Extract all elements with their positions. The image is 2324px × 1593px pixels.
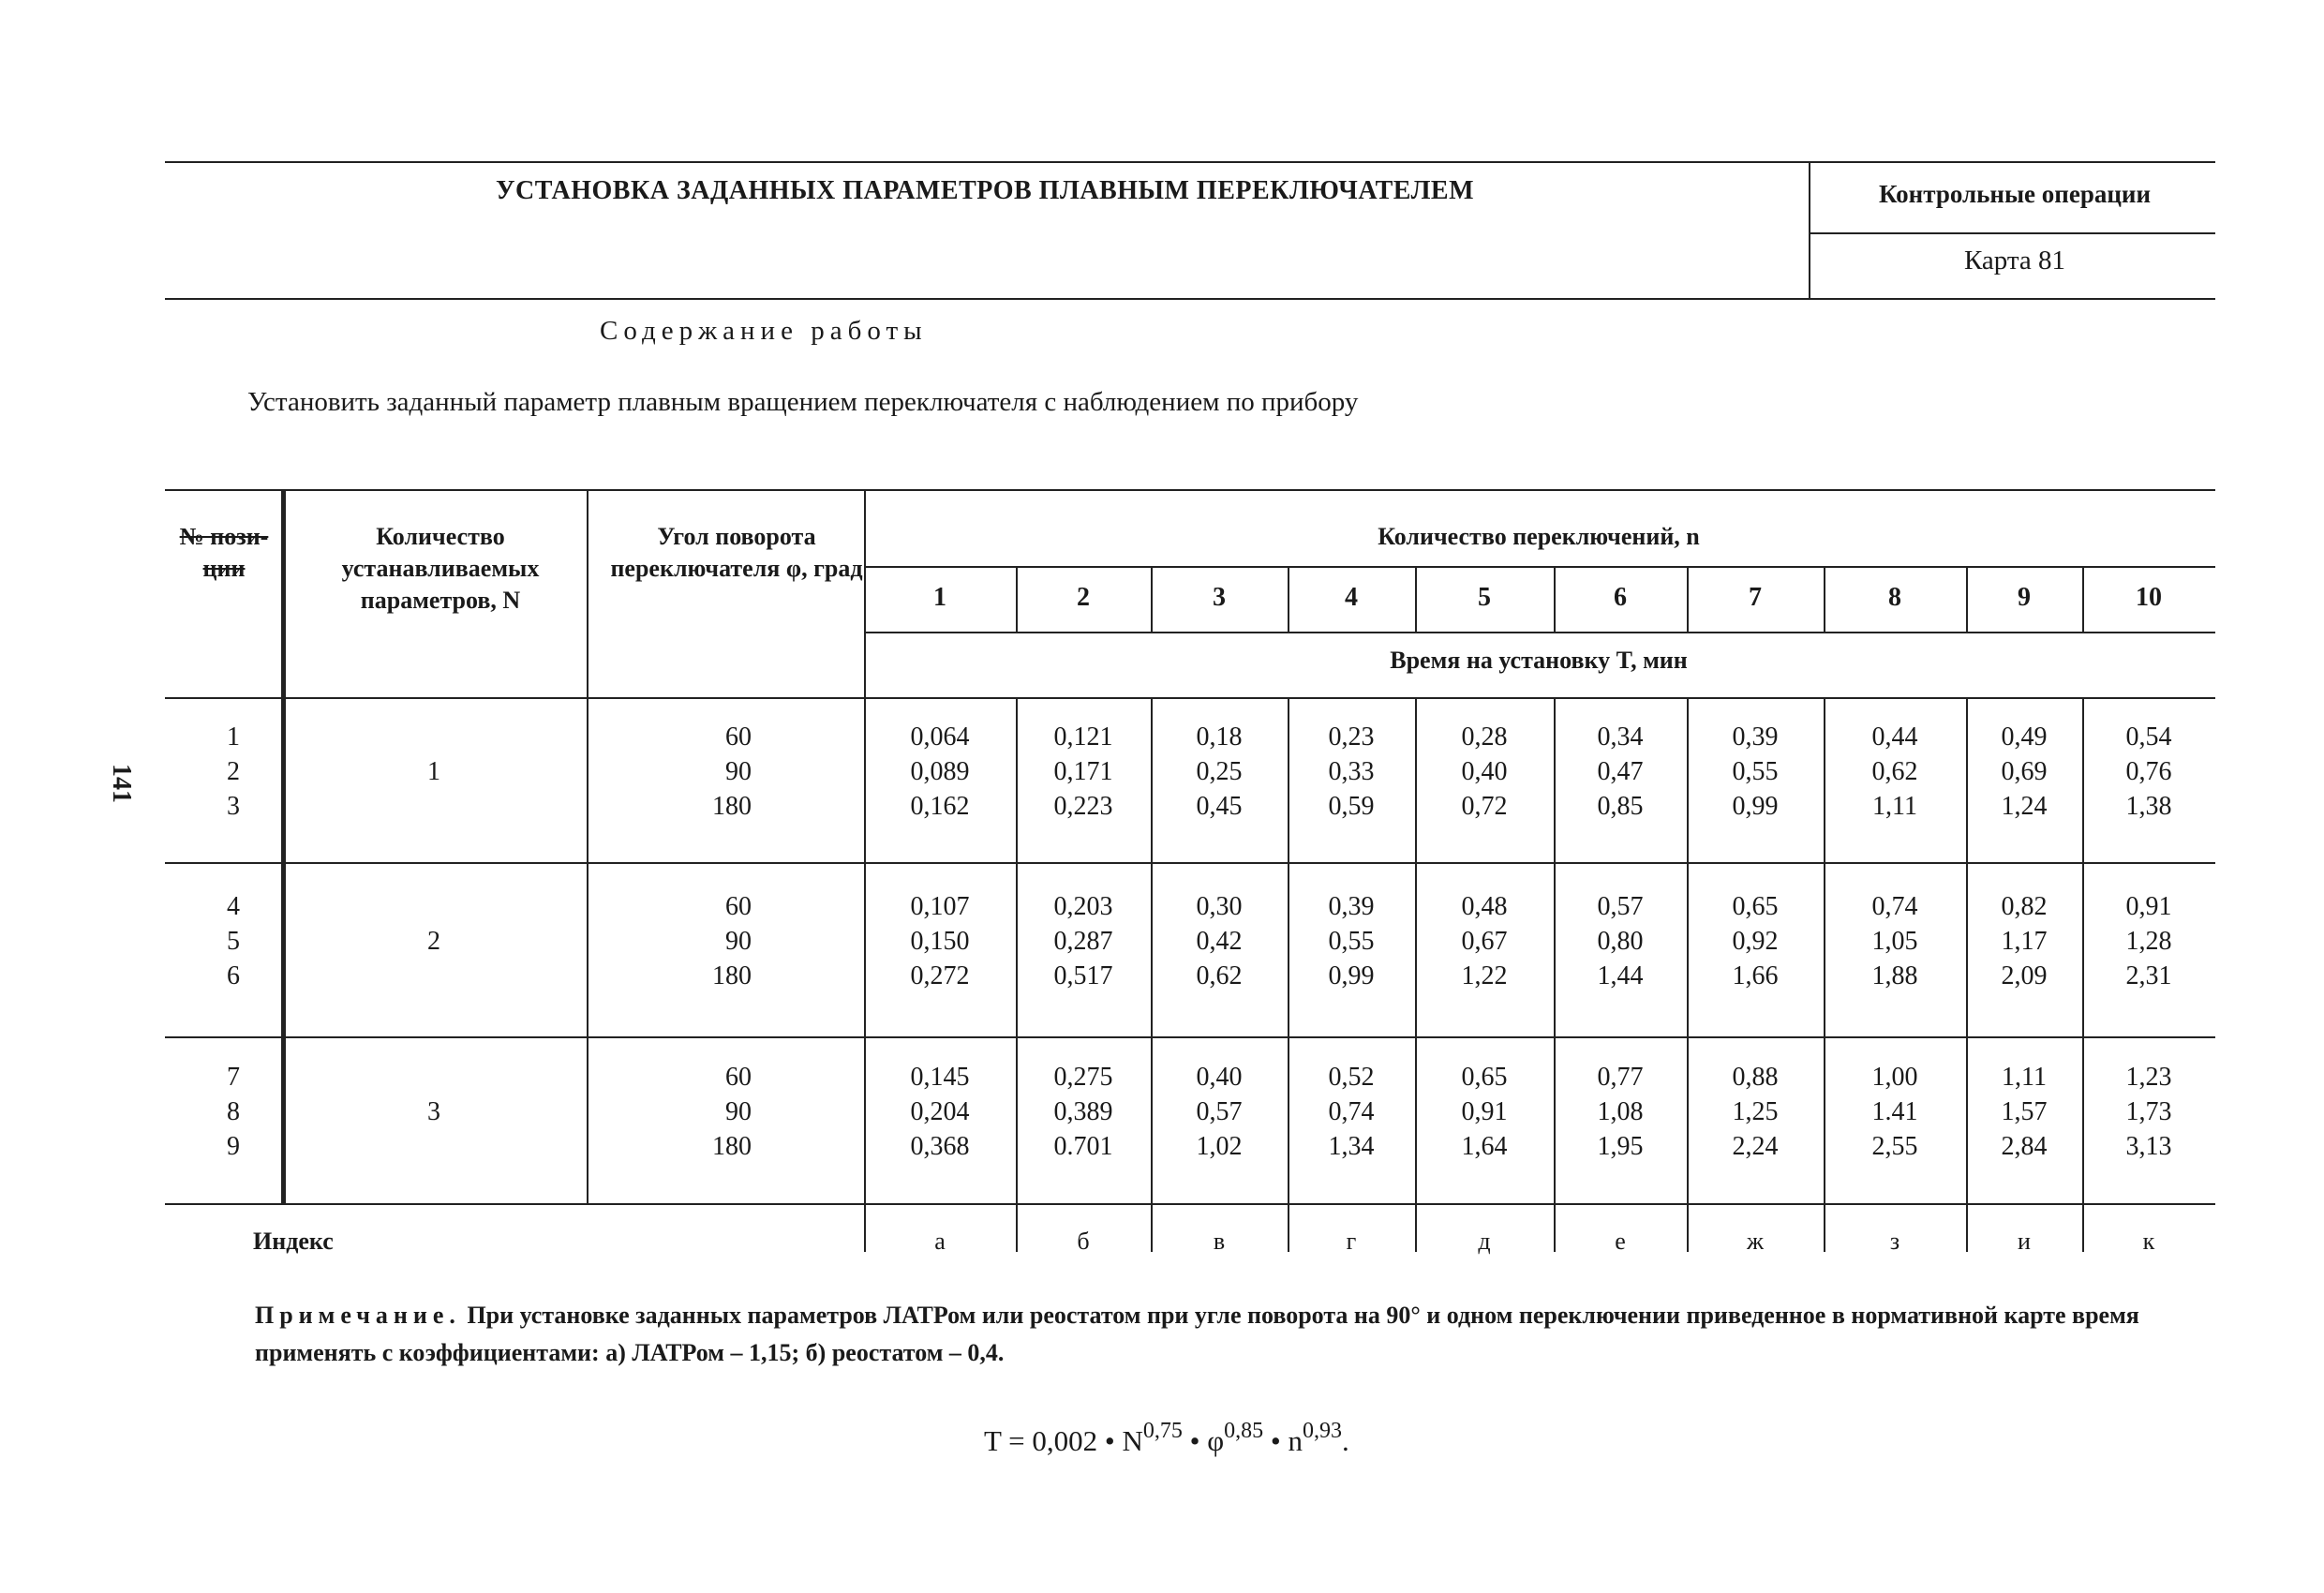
table-top-rule [165, 489, 2215, 491]
time-cell: 0,72 [1461, 792, 1508, 821]
time-cell: 0,25 [1196, 757, 1243, 786]
time-cell: 0,39 [1328, 892, 1375, 921]
time-cell: 1,23 [2125, 1063, 2172, 1092]
index-letter: и [2018, 1228, 2031, 1255]
time-cell: 0,77 [1597, 1063, 1644, 1092]
time-cell: 1,22 [1461, 961, 1508, 990]
time-cell: 0.701 [1053, 1132, 1113, 1161]
time-cell: 0,368 [910, 1132, 970, 1161]
formula-nn: • n [1263, 1424, 1303, 1457]
time-cell: 0,49 [2001, 722, 2048, 752]
time-cell: 0,67 [1461, 927, 1508, 956]
switch-numbers-bottom-rule [864, 632, 2215, 633]
time-cell: 1,34 [1328, 1132, 1375, 1161]
formula-lhs: T = 0,002 • N [984, 1424, 1143, 1457]
time-cell: 0,40 [1196, 1063, 1243, 1092]
angle-value: 60 [725, 892, 752, 921]
switch-number: 3 [1213, 583, 1226, 612]
time-cell: 2,55 [1871, 1132, 1918, 1161]
index-letter: ж [1747, 1228, 1764, 1255]
time-cell: 0,204 [910, 1097, 970, 1126]
index-letter: е [1615, 1228, 1626, 1255]
position-number: 6 [227, 961, 240, 990]
time-cell: 1,44 [1597, 961, 1644, 990]
work-description: Установить заданный параметр плавным вращением переключателя с наблюдением по прибору [247, 387, 1359, 417]
time-cell: 1,25 [1732, 1097, 1779, 1126]
time-cell: 0,91 [2125, 892, 2172, 921]
angle-value: 180 [712, 961, 752, 990]
time-cell: 3,13 [2125, 1132, 2172, 1161]
time-cell: 1,24 [2001, 792, 2048, 821]
position-number: 7 [227, 1063, 240, 1092]
note-text: При установке заданных параметров ЛАТРом или реостатом при угле поворота на 90° и одном переключении приведенное в нормативной карте время применять с коэффициентами: а) ЛАТРом – 1,15; б) реостатом – 0,4. [255, 1302, 2139, 1366]
time-cell: 0,089 [910, 757, 970, 786]
formula-exp-phi: 0,85 [1224, 1419, 1264, 1443]
angle-value: 180 [712, 1132, 752, 1161]
time-cell: 1,66 [1732, 961, 1779, 990]
time-cell: 0,80 [1597, 927, 1644, 956]
switches-subheader-rule [864, 566, 2215, 568]
switch-number: 8 [1888, 583, 1901, 612]
index-letter: к [2142, 1228, 2155, 1255]
angle-value: 60 [725, 1063, 752, 1092]
time-cell: 0,52 [1328, 1063, 1375, 1092]
time-cell: 0,171 [1053, 757, 1113, 786]
time-cell: 0,69 [2001, 757, 2048, 786]
index-letter: в [1213, 1228, 1226, 1255]
time-cell: 1,05 [1871, 927, 1918, 956]
time-cell: 1,02 [1196, 1132, 1243, 1161]
time-cell: 1,11 [2002, 1063, 2047, 1092]
side-page-mark: 141 [107, 764, 136, 803]
position-number: 1 [227, 722, 240, 752]
time-cell: 2,31 [2125, 961, 2172, 990]
time-cell: 0,28 [1461, 722, 1508, 752]
time-cell: 0,40 [1461, 757, 1508, 786]
time-cell: 1,28 [2125, 927, 2172, 956]
time-cell: 0,121 [1053, 722, 1113, 752]
index-label: Индекс [253, 1228, 334, 1255]
time-cell: 0,517 [1053, 961, 1113, 990]
time-cell: 0,389 [1053, 1097, 1113, 1126]
time-cell: 0,107 [910, 892, 970, 921]
formula-exp-n: 0,75 [1142, 1419, 1183, 1443]
time-cell: 1,88 [1871, 961, 1918, 990]
time-cell: 0,55 [1732, 757, 1779, 786]
work-heading: Содержание работы [600, 316, 928, 346]
angle-value: 90 [725, 927, 752, 956]
time-cell: 0,39 [1732, 722, 1779, 752]
parameter-count: 3 [427, 1097, 440, 1126]
angle-value: 60 [725, 722, 752, 752]
col-position-text: № пози-ции [179, 523, 269, 582]
formula [984, 1419, 1349, 1458]
time-cell: 1,73 [2125, 1097, 2172, 1126]
header-bottom-rule [165, 298, 2215, 300]
formula-exp-nn: 0,93 [1302, 1419, 1342, 1443]
switch-number: 4 [1345, 583, 1358, 612]
index-letter: г [1346, 1228, 1357, 1255]
group-3-bottom-rule [165, 1203, 2215, 1205]
time-cell: 0,064 [910, 722, 970, 752]
switch-number: 1 [933, 583, 946, 612]
note [255, 1297, 2223, 1372]
position-number: 2 [227, 757, 240, 786]
angle-value: 90 [725, 1097, 752, 1126]
index-letter: б [1077, 1228, 1090, 1255]
switch-number: 2 [1077, 583, 1090, 612]
time-cell: 0,85 [1597, 792, 1644, 821]
time-cell: 0,275 [1053, 1063, 1113, 1092]
parameter-count: 2 [427, 927, 440, 956]
header-right-divider [1809, 232, 2215, 234]
index-letter: д [1478, 1228, 1491, 1255]
time-cell: 2,09 [2001, 961, 2048, 990]
time-cell: 1,57 [2001, 1097, 2048, 1126]
position-number: 3 [227, 792, 240, 821]
time-cell: 0,23 [1328, 722, 1375, 752]
time-cell: 0,82 [2001, 892, 2048, 921]
switch-number: 9 [2018, 583, 2031, 612]
time-cell: 0,76 [2125, 757, 2172, 786]
time-cell: 1,17 [2001, 927, 2048, 956]
time-cell: 0,74 [1328, 1097, 1375, 1126]
time-cell: 0,62 [1871, 757, 1918, 786]
group-1-bottom-rule [165, 862, 2215, 864]
switch-number: 7 [1749, 583, 1762, 612]
time-cell: 1,95 [1597, 1132, 1644, 1161]
group-2-bottom-rule [165, 1036, 2215, 1038]
card-number: Карта 81 [1963, 246, 2066, 275]
time-cell: 0,44 [1871, 722, 1918, 752]
index-letter: а [934, 1228, 946, 1255]
time-cell: 0,59 [1328, 792, 1375, 821]
col-position-header [169, 521, 279, 585]
time-cell: 0,45 [1196, 792, 1243, 821]
col-switches-header: Количество переключений, n [1378, 523, 1700, 550]
position-number: 4 [227, 892, 240, 921]
time-cell: 0,162 [910, 792, 970, 821]
time-cell: 0,88 [1732, 1063, 1779, 1092]
time-cell: 0,74 [1871, 892, 1918, 921]
time-cell: 0,55 [1328, 927, 1375, 956]
note-label: Примечание. [255, 1302, 461, 1329]
time-cell: 0,47 [1597, 757, 1644, 786]
time-cell: 0,33 [1328, 757, 1375, 786]
header-top-rule [165, 161, 2215, 163]
col-position-divider [281, 489, 286, 1203]
parameter-count: 1 [427, 757, 440, 786]
angle-value: 90 [725, 757, 752, 786]
time-cell: 0,99 [1732, 792, 1779, 821]
time-cell: 0,92 [1732, 927, 1779, 956]
formula-end: . [1341, 1424, 1349, 1457]
time-cell: 0,42 [1196, 927, 1243, 956]
time-cell: 0,203 [1053, 892, 1113, 921]
time-cell: 1.41 [1871, 1097, 1918, 1126]
time-cell: 1,11 [1872, 792, 1917, 821]
time-header: Время на установку T, мин [1390, 647, 1688, 674]
switch-number: 5 [1478, 583, 1491, 612]
time-cell: 0,57 [1196, 1097, 1243, 1126]
time-cell: 0,48 [1461, 892, 1508, 921]
index-letter: з [1889, 1228, 1900, 1255]
position-number: 9 [227, 1132, 240, 1161]
time-cell: 0,145 [910, 1063, 970, 1092]
time-cell: 0,65 [1732, 892, 1779, 921]
position-number: 5 [227, 927, 240, 956]
time-cell: 0,223 [1053, 792, 1113, 821]
time-cell: 1,08 [1597, 1097, 1644, 1126]
time-cell: 0,91 [1461, 1097, 1508, 1126]
angle-value: 180 [712, 792, 752, 821]
time-cell: 1,38 [2125, 792, 2172, 821]
time-cell: 0,99 [1328, 961, 1375, 990]
col-angle-header: Угол поворота переключателя φ, град [610, 523, 863, 582]
time-cell: 0,54 [2125, 722, 2172, 752]
header-vertical-divider [1809, 161, 1810, 298]
formula-phi: • φ [1182, 1424, 1225, 1457]
time-cell: 0,34 [1597, 722, 1644, 752]
time-cell: 0,57 [1597, 892, 1644, 921]
time-cell: 1,00 [1871, 1063, 1918, 1092]
time-cell: 0,272 [910, 961, 970, 990]
switch-number: 10 [2136, 583, 2162, 612]
time-cell: 0,287 [1053, 927, 1113, 956]
col-count-header: Количество устанавливаемых параметров, N [341, 523, 540, 614]
switch-number: 6 [1614, 583, 1627, 612]
time-cell: 2,24 [1732, 1132, 1779, 1161]
time-cell: 0,65 [1461, 1063, 1508, 1092]
category-label: Контрольные операции [1878, 180, 2152, 208]
document-title: УСТАНОВКА ЗАДАННЫХ ПАРАМЕТРОВ ПЛАВНЫМ ПЕРЕКЛЮЧАТЕЛЕМ [495, 176, 1475, 205]
time-cell: 1,64 [1461, 1132, 1508, 1161]
position-number: 8 [227, 1097, 240, 1126]
time-cell: 0,18 [1196, 722, 1243, 752]
header-bottom-rule [165, 697, 2215, 699]
time-cell: 0,150 [910, 927, 970, 956]
time-cell: 0,62 [1196, 961, 1243, 990]
time-cell: 0,30 [1196, 892, 1243, 921]
time-cell: 2,84 [2001, 1132, 2048, 1161]
